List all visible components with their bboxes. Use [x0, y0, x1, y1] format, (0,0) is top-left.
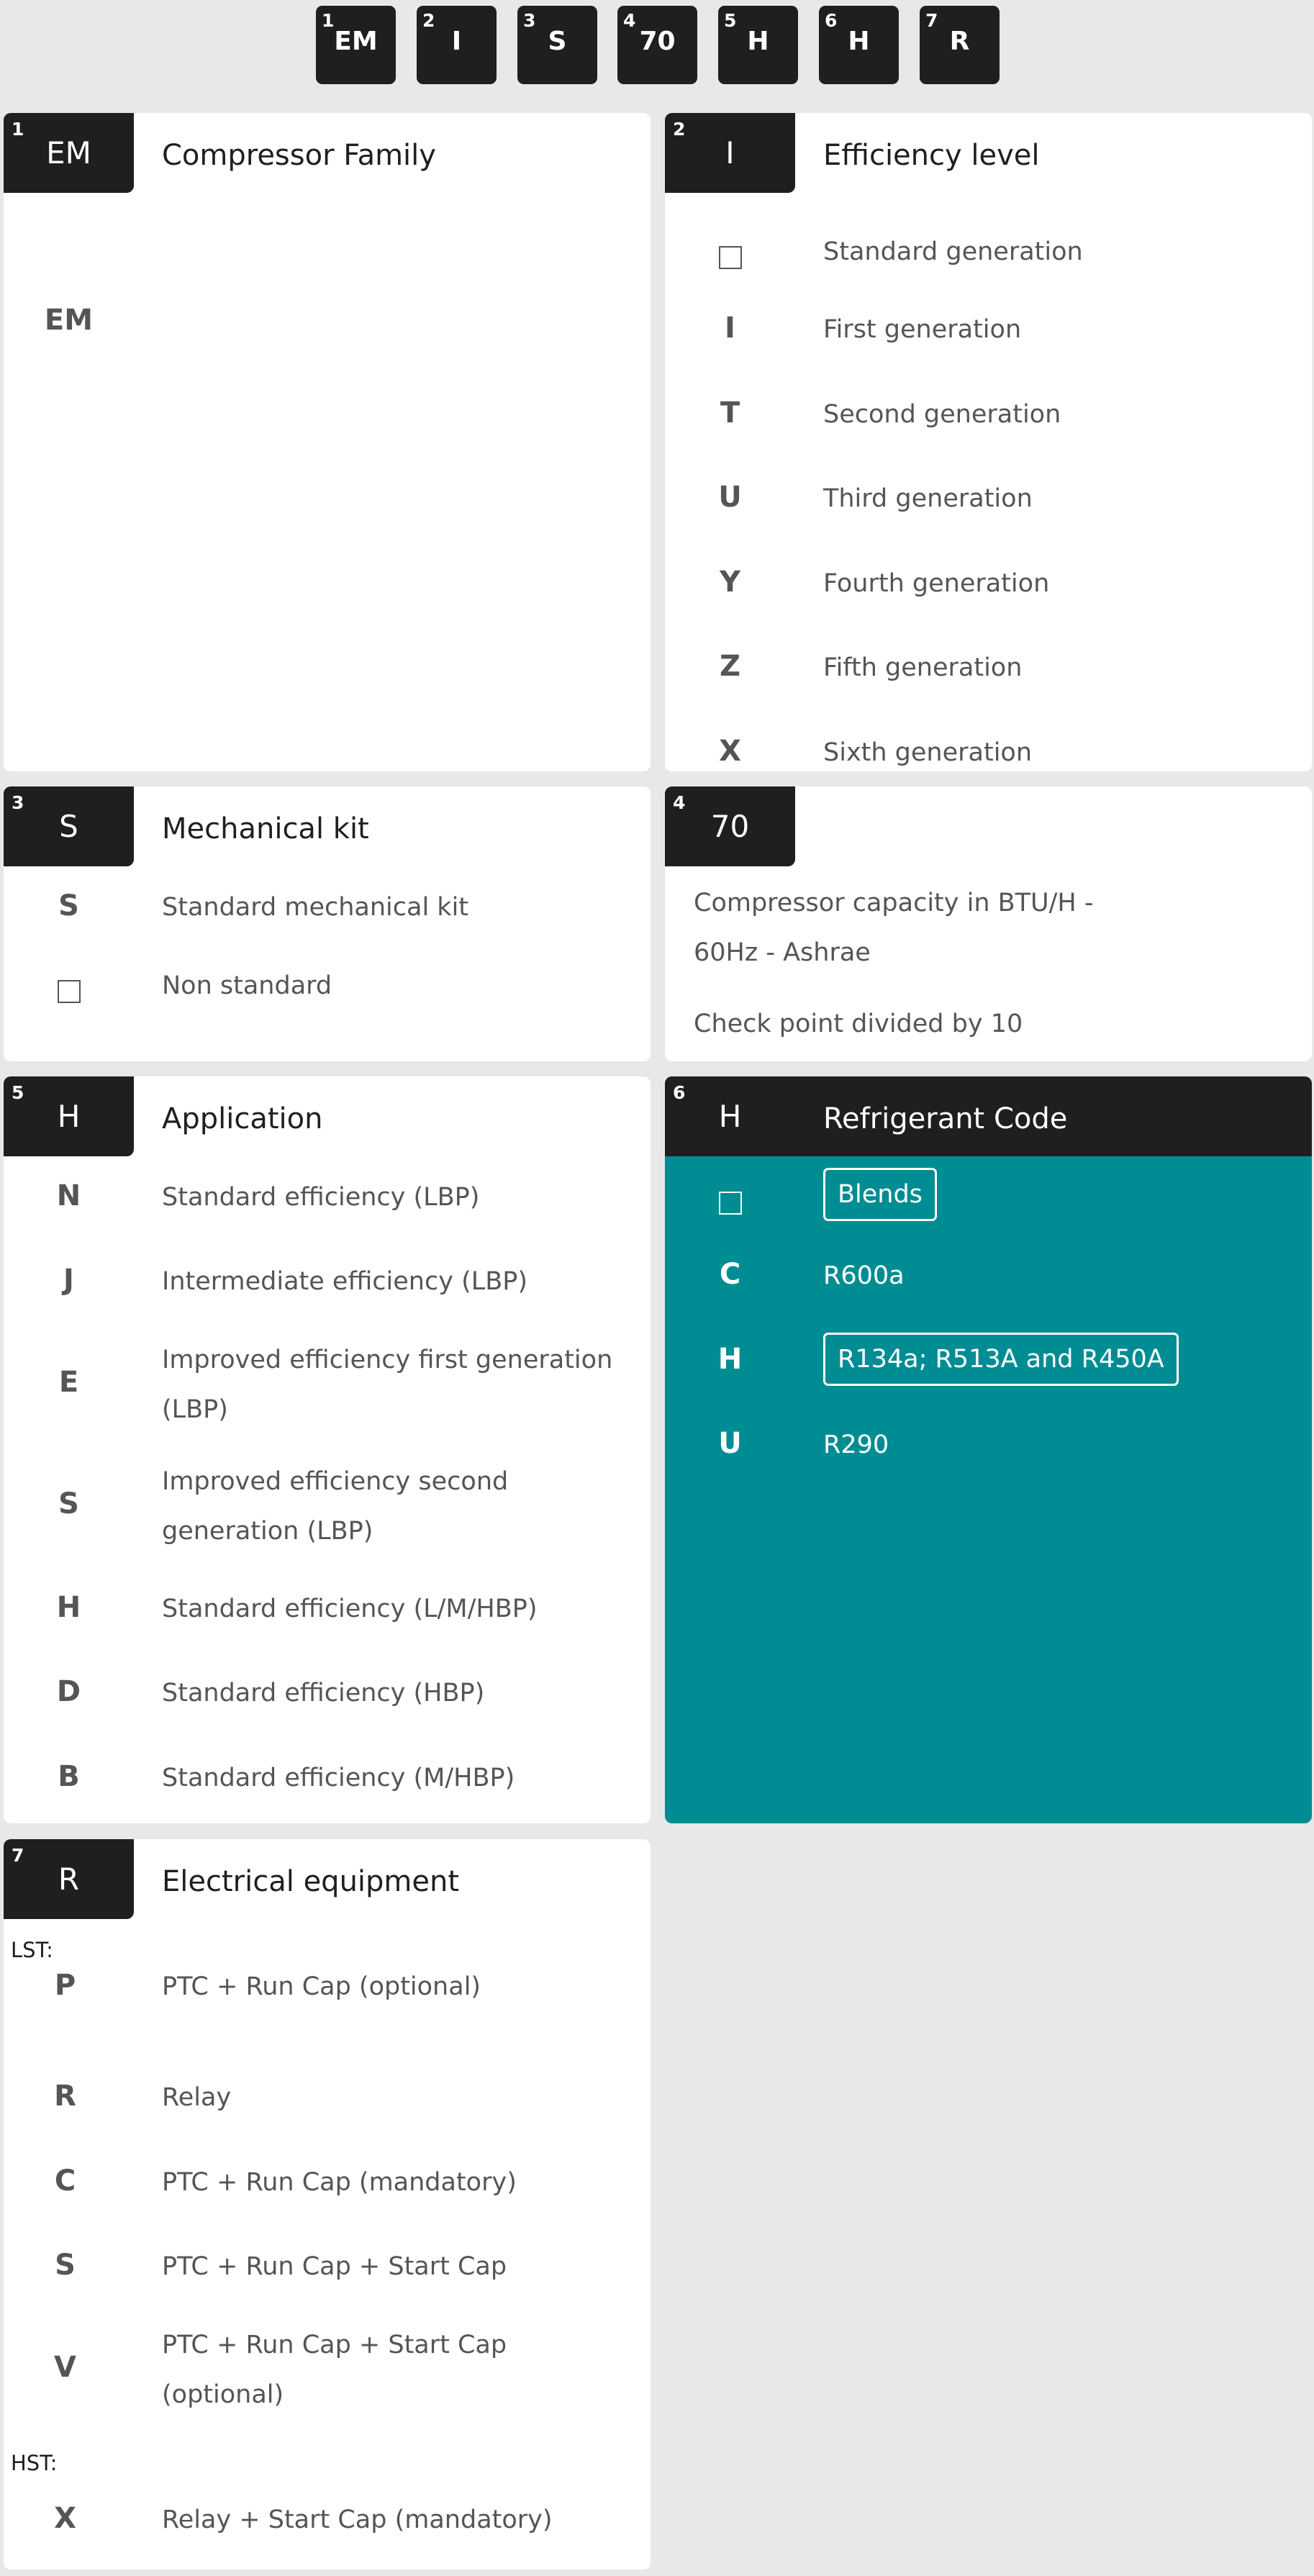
empty-box-icon: [4, 974, 134, 1007]
option-label: Standard mechanical kit: [162, 893, 469, 922]
option-row[interactable]: [4, 1173, 651, 1223]
empty-box-icon: [665, 1185, 795, 1218]
code-chip-6[interactable]: [819, 6, 899, 84]
option-code: Z: [719, 650, 740, 683]
option-code: B: [58, 1760, 80, 1793]
option-row[interactable]: [4, 2158, 651, 2208]
selected-code-box: [665, 786, 795, 866]
option-code: U: [718, 1427, 742, 1460]
option-label: Second generation: [823, 400, 1061, 429]
option-row[interactable]: [665, 728, 1312, 771]
option-label: Fifth generation: [823, 653, 1023, 682]
group-label-hst: HST:: [11, 2451, 58, 2475]
capacity-description-line: 60Hz - Ashrae: [694, 938, 871, 967]
option-code: S: [55, 2249, 76, 2282]
option-label: Relay + Start Cap (mandatory): [162, 2505, 553, 2534]
option-label: PTC + Run Cap + Start Cap: [162, 2252, 507, 2281]
option-code: X: [54, 2502, 76, 2535]
option-code: V: [54, 2351, 76, 2384]
option-row[interactable]: [4, 2495, 651, 2545]
code-chip-5[interactable]: [718, 6, 798, 84]
compressor-family-panel: [4, 113, 651, 771]
selected-code: 70: [710, 809, 750, 844]
option-label: First generation: [823, 315, 1022, 344]
selected-code-box: [4, 786, 134, 866]
chip-number: 2: [422, 10, 435, 31]
option-code: N: [56, 1179, 81, 1212]
panel-header: [665, 113, 1312, 193]
code-chip-1[interactable]: [316, 6, 396, 84]
option-row[interactable]: [4, 1457, 651, 1556]
option-row[interactable]: [665, 1168, 1312, 1225]
option-label: Relay: [162, 2083, 232, 2112]
capacity-description-line: Compressor capacity in BTU/H -: [694, 889, 1094, 917]
option-row[interactable]: [4, 1257, 651, 1307]
selected-code: H: [57, 1099, 81, 1134]
selected-code-box: [4, 113, 134, 193]
option-label: PTC + Run Cap + Start Cap (optional): [162, 2331, 507, 2409]
blends-tag[interactable]: Blends: [823, 1168, 937, 1221]
selected-code: I: [725, 135, 735, 171]
chip-number: 1: [322, 10, 335, 31]
code-chip-2[interactable]: [417, 6, 497, 84]
option-label: Fourth generation: [823, 569, 1050, 598]
option-row[interactable]: [4, 1335, 651, 1435]
option-row[interactable]: [665, 1333, 1312, 1390]
option-label: Non standard: [162, 971, 332, 1000]
option-code: D: [56, 1675, 81, 1708]
option-row[interactable]: [4, 1584, 651, 1634]
option-label: PTC + Run Cap (mandatory): [162, 2168, 517, 2197]
code-selector-bar: [0, 6, 1314, 85]
option-code: U: [718, 481, 742, 514]
chip-code: I: [451, 27, 462, 56]
panel-number: 1: [12, 119, 24, 140]
selected-code: H: [718, 1099, 742, 1134]
option-code: X: [719, 735, 741, 768]
panel-title: Refrigerant Code: [823, 1102, 1068, 1135]
option-code: H: [56, 1591, 81, 1624]
chip-number: 6: [825, 10, 838, 31]
chip-code: H: [848, 27, 870, 56]
option-code: C: [719, 1258, 741, 1291]
option-code: J: [63, 1264, 74, 1297]
option-label: Standard efficiency (HBP): [162, 1679, 485, 1707]
selected-code: EM: [46, 135, 91, 171]
electrical-equipment-panel: [4, 1839, 651, 2570]
selected-code-box: [665, 1076, 795, 1156]
option-row[interactable]: [4, 2073, 651, 2123]
code-chip-4[interactable]: [617, 6, 697, 84]
option-label: [823, 1168, 1298, 1221]
chip-number: 5: [724, 10, 737, 31]
option-row[interactable]: [665, 1251, 1312, 1301]
code-chip-7[interactable]: [920, 6, 1000, 84]
chip-code: S: [548, 27, 567, 56]
panel-title: Mechanical kit: [162, 812, 369, 845]
panel-header: [665, 786, 1312, 866]
selected-code-box: [665, 113, 795, 193]
r134a-tag[interactable]: R134a; R513A and R450A: [823, 1333, 1179, 1386]
code-chip-3[interactable]: [517, 6, 597, 84]
panel-number: 4: [673, 792, 686, 813]
option-row[interactable]: [665, 559, 1312, 609]
efficiency-level-panel: [665, 113, 1312, 771]
option-label: [823, 1333, 1298, 1386]
option-label: Improved efficiency second generation (LBP): [162, 1467, 509, 1546]
option-label: PTC + Run Cap (optional): [162, 1972, 481, 2001]
empty-box-icon: [665, 240, 795, 273]
group-label-lst: LST:: [11, 1938, 53, 1962]
option-code: T: [720, 396, 740, 430]
option-code: C: [54, 2164, 76, 2198]
chip-code: EM: [334, 27, 378, 56]
chip-code: R: [949, 27, 970, 56]
chip-number: 3: [523, 10, 536, 31]
option-label: Improved efficiency first generation (LBP): [162, 1346, 613, 1424]
option-row[interactable]: [665, 643, 1312, 693]
option-label: Sixth generation: [823, 738, 1033, 767]
option-row[interactable]: [665, 227, 1312, 277]
panel-title: Efficiency level: [823, 139, 1040, 172]
chip-code: H: [747, 27, 769, 56]
panel-header: [4, 113, 651, 193]
option-label: R600a: [823, 1261, 905, 1290]
mechanical-kit-panel: [4, 786, 651, 1061]
option-row[interactable]: [665, 305, 1312, 355]
option-code: I: [725, 312, 735, 345]
panel-header: [665, 1076, 1312, 1156]
selected-code-box: [4, 1839, 134, 1919]
panel-header: [4, 1076, 651, 1156]
panel-number: 3: [12, 792, 24, 813]
option-label: R290: [823, 1430, 889, 1459]
option-row[interactable]: [665, 474, 1312, 524]
panel-number: 5: [12, 1082, 24, 1103]
option-code: H: [717, 1343, 743, 1376]
option-row[interactable]: [4, 961, 651, 1011]
chip-number: 7: [925, 10, 938, 31]
option-label: Standard efficiency (L/M/HBP): [162, 1595, 538, 1623]
option-label: Standard efficiency (LBP): [162, 1183, 480, 1212]
option-row[interactable]: [4, 1754, 651, 1803]
panel-title: Electrical equipment: [162, 1865, 460, 1898]
chip-number: 4: [623, 10, 636, 31]
panel-header: [4, 1839, 651, 1919]
option-label: Standard generation: [823, 237, 1083, 266]
option-code: S: [58, 889, 79, 922]
application-panel: [4, 1076, 651, 1823]
panel-number: 2: [673, 119, 686, 140]
option-label: Third generation: [823, 484, 1033, 513]
selected-code: R: [58, 1861, 80, 1897]
chip-code: 70: [639, 27, 676, 56]
panel-title: Application: [162, 1102, 323, 1135]
capacity-panel: [665, 786, 1312, 1061]
refrigerant-code-panel: [665, 1076, 1312, 1823]
panel-header: [4, 786, 651, 866]
panel-title: Compressor Family: [162, 139, 436, 172]
option-code: EM: [44, 304, 94, 337]
option-row[interactable]: [4, 883, 651, 933]
panel-number: 7: [12, 1845, 24, 1866]
selected-code: S: [59, 809, 78, 844]
option-code: S: [58, 1487, 79, 1520]
option-row[interactable]: [4, 1962, 651, 2012]
panel-number: 6: [673, 1082, 686, 1103]
option-row[interactable]: [4, 1669, 651, 1718]
option-code: Y: [720, 566, 740, 599]
option-label: Standard efficiency (M/HBP): [162, 1764, 515, 1792]
capacity-note: Check point divided by 10: [694, 1010, 1023, 1038]
option-code: E: [58, 1366, 79, 1399]
option-label: Intermediate efficiency (LBP): [162, 1267, 527, 1296]
option-row[interactable]: [665, 1420, 1312, 1470]
option-code: R: [54, 2080, 76, 2113]
selected-code-box: [4, 1076, 134, 1156]
option-row[interactable]: [4, 2321, 651, 2420]
option-row[interactable]: [4, 2242, 651, 2292]
option-row[interactable]: [665, 390, 1312, 440]
option-code: P: [54, 1969, 76, 2002]
